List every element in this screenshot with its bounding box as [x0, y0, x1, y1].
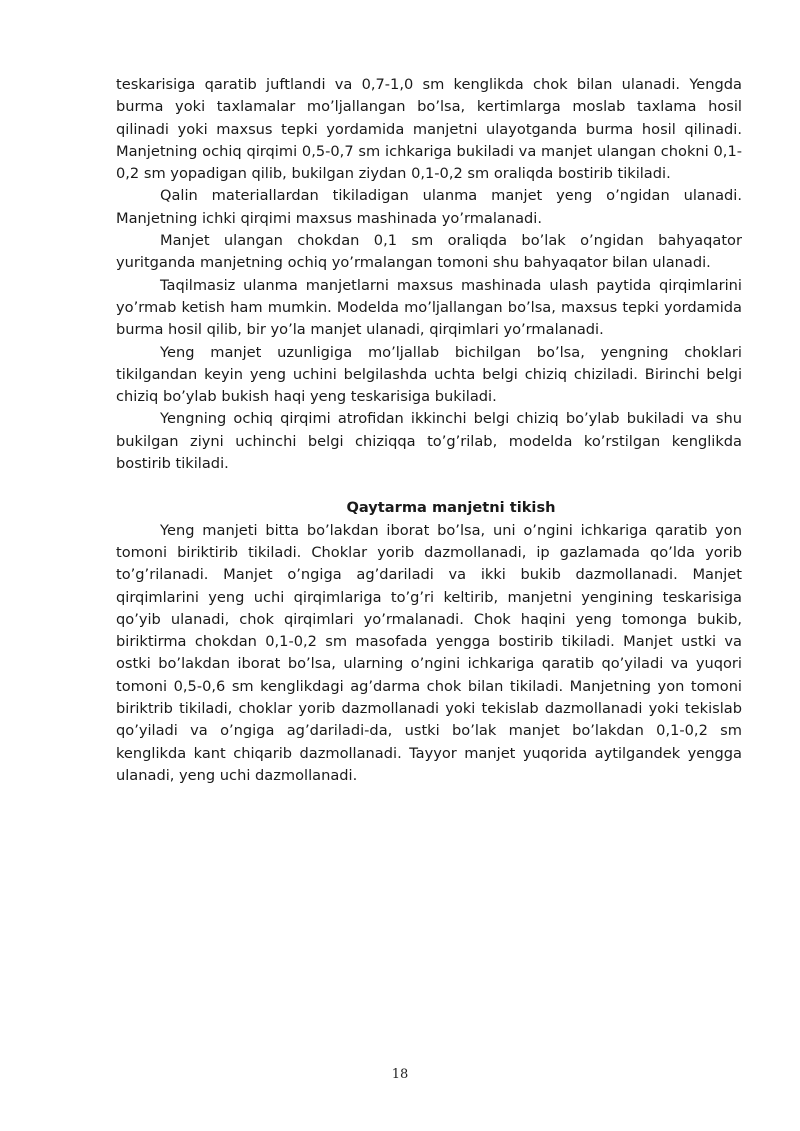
- document-body: [116, 74, 742, 787]
- paragraph: Qalin materiallardan tikiladigan ulanma manjet yeng o’ngidan ulanadi. Manjetning ichki qirqimi maxsus mashinada yo’rmalanadi.: [116, 187, 742, 227]
- section-heading: Qaytarma manjetni tikish: [346, 499, 556, 517]
- paragraph-continuation: teskarisiga qaratib juftlandi va 0,7-1,0 sm kenglikda chok bilan ulanadi. Yengda burma yoki taxlamalar mo’ljallangan bo’lsa, kertimlarga moslab taxlama hosil qilinadi yoki maxsus tepki yordamida manjetni ulayotganda burma hosil qilinadi. Manjetning ochiq qirqimi 0,5-0,7 sm ichkariga bukiladi va manjet ulangan chokni 0,1-0,2 sm yopadigan qilib, bukilgan ziydan 0,1-0,2 sm oraliqda bostirib tikiladi.: [116, 76, 742, 183]
- paragraph: Yengning ochiq qirqimi atrofidan ikkinchi belgi chiziq bo’ylab bukiladi va shu bukilgan ziyni uchinchi belgi chiziqqa to’g’rilab, modelda ko’rstilgan kenglikda bostirib tikiladi.: [116, 410, 742, 473]
- paragraph: Manjet ulangan chokdan 0,1 sm oraliqda bo’lak o’ngidan bahyaqator yuritganda manjetning ochiq yo’rmalangan tomoni shu bahyaqator bilan ulanadi.: [116, 232, 742, 272]
- paragraph: Yeng manjet uzunligiga mo’ljallab bichilgan bo’lsa, yengning choklari tikilgandan keyin yeng uchini belgilashda uchta belgi chiziq chiziladi. Birinchi belgi chiziq bo’ylab bukish haqi yeng teskarisiga bukiladi.: [116, 343, 742, 406]
- section-paragraph: Yeng manjeti bitta bo’lakdan iborat bo’lsa, uni o’ngini ichkariga qaratib yon tomoni biriktirib tikiladi. Choklar yorib dazmollanadi, ip gazlamada qo’lda yorib to’g’rilanadi. Manjet o’ngiga ag’dariladi va ikki bukib dazmollanadi. Manjet qirqimlarini yeng uchi qirqimlariga to’g’ri keltirib, manjetni yengining teskarisiga qo’yib ulanadi, chok qirqimlari yo’rmalanadi. Chok haqini yeng tomonga bukib, biriktirma chokdan 0,1-0,2 sm masofada yengga bostirib tikiladi. Manjet ustki va ostki bo’lakdan iborat bo’lsa, ularning o’ngini ichkariga qaratib qo’yiladi va yuqori tomoni 0,5-0,6 sm kenglikdagi ag’darma chok bilan tikiladi. Manjetning yon tomoni biriktrib tikiladi, choklar yorib dazmollanadi yoki tekislab dazmollanadi yoki tekislab qo’yiladi va o’ngiga ag’dariladi-da, ustki bo’lak manjet bo’lakdan 0,1-0,2 sm kenglikda kant chiqarib dazmollanadi. Tayyor manjet yuqorida aytilgandek yengga ulanadi, yeng uchi dazmollanadi.: [116, 521, 742, 784]
- page-number: 18: [391, 1067, 409, 1082]
- paragraph: Taqilmasiz ulanma manjetlarni maxsus mashinada ulash paytida qirqimlarini yo’rmab ketish ham mumkin. Modelda mo’ljallangan bo’lsa, maxsus tepki yordamida burma hosil qilib, bir yo’la manjet ulanadi, qirqimlari yo’rmalanadi.: [116, 276, 742, 339]
